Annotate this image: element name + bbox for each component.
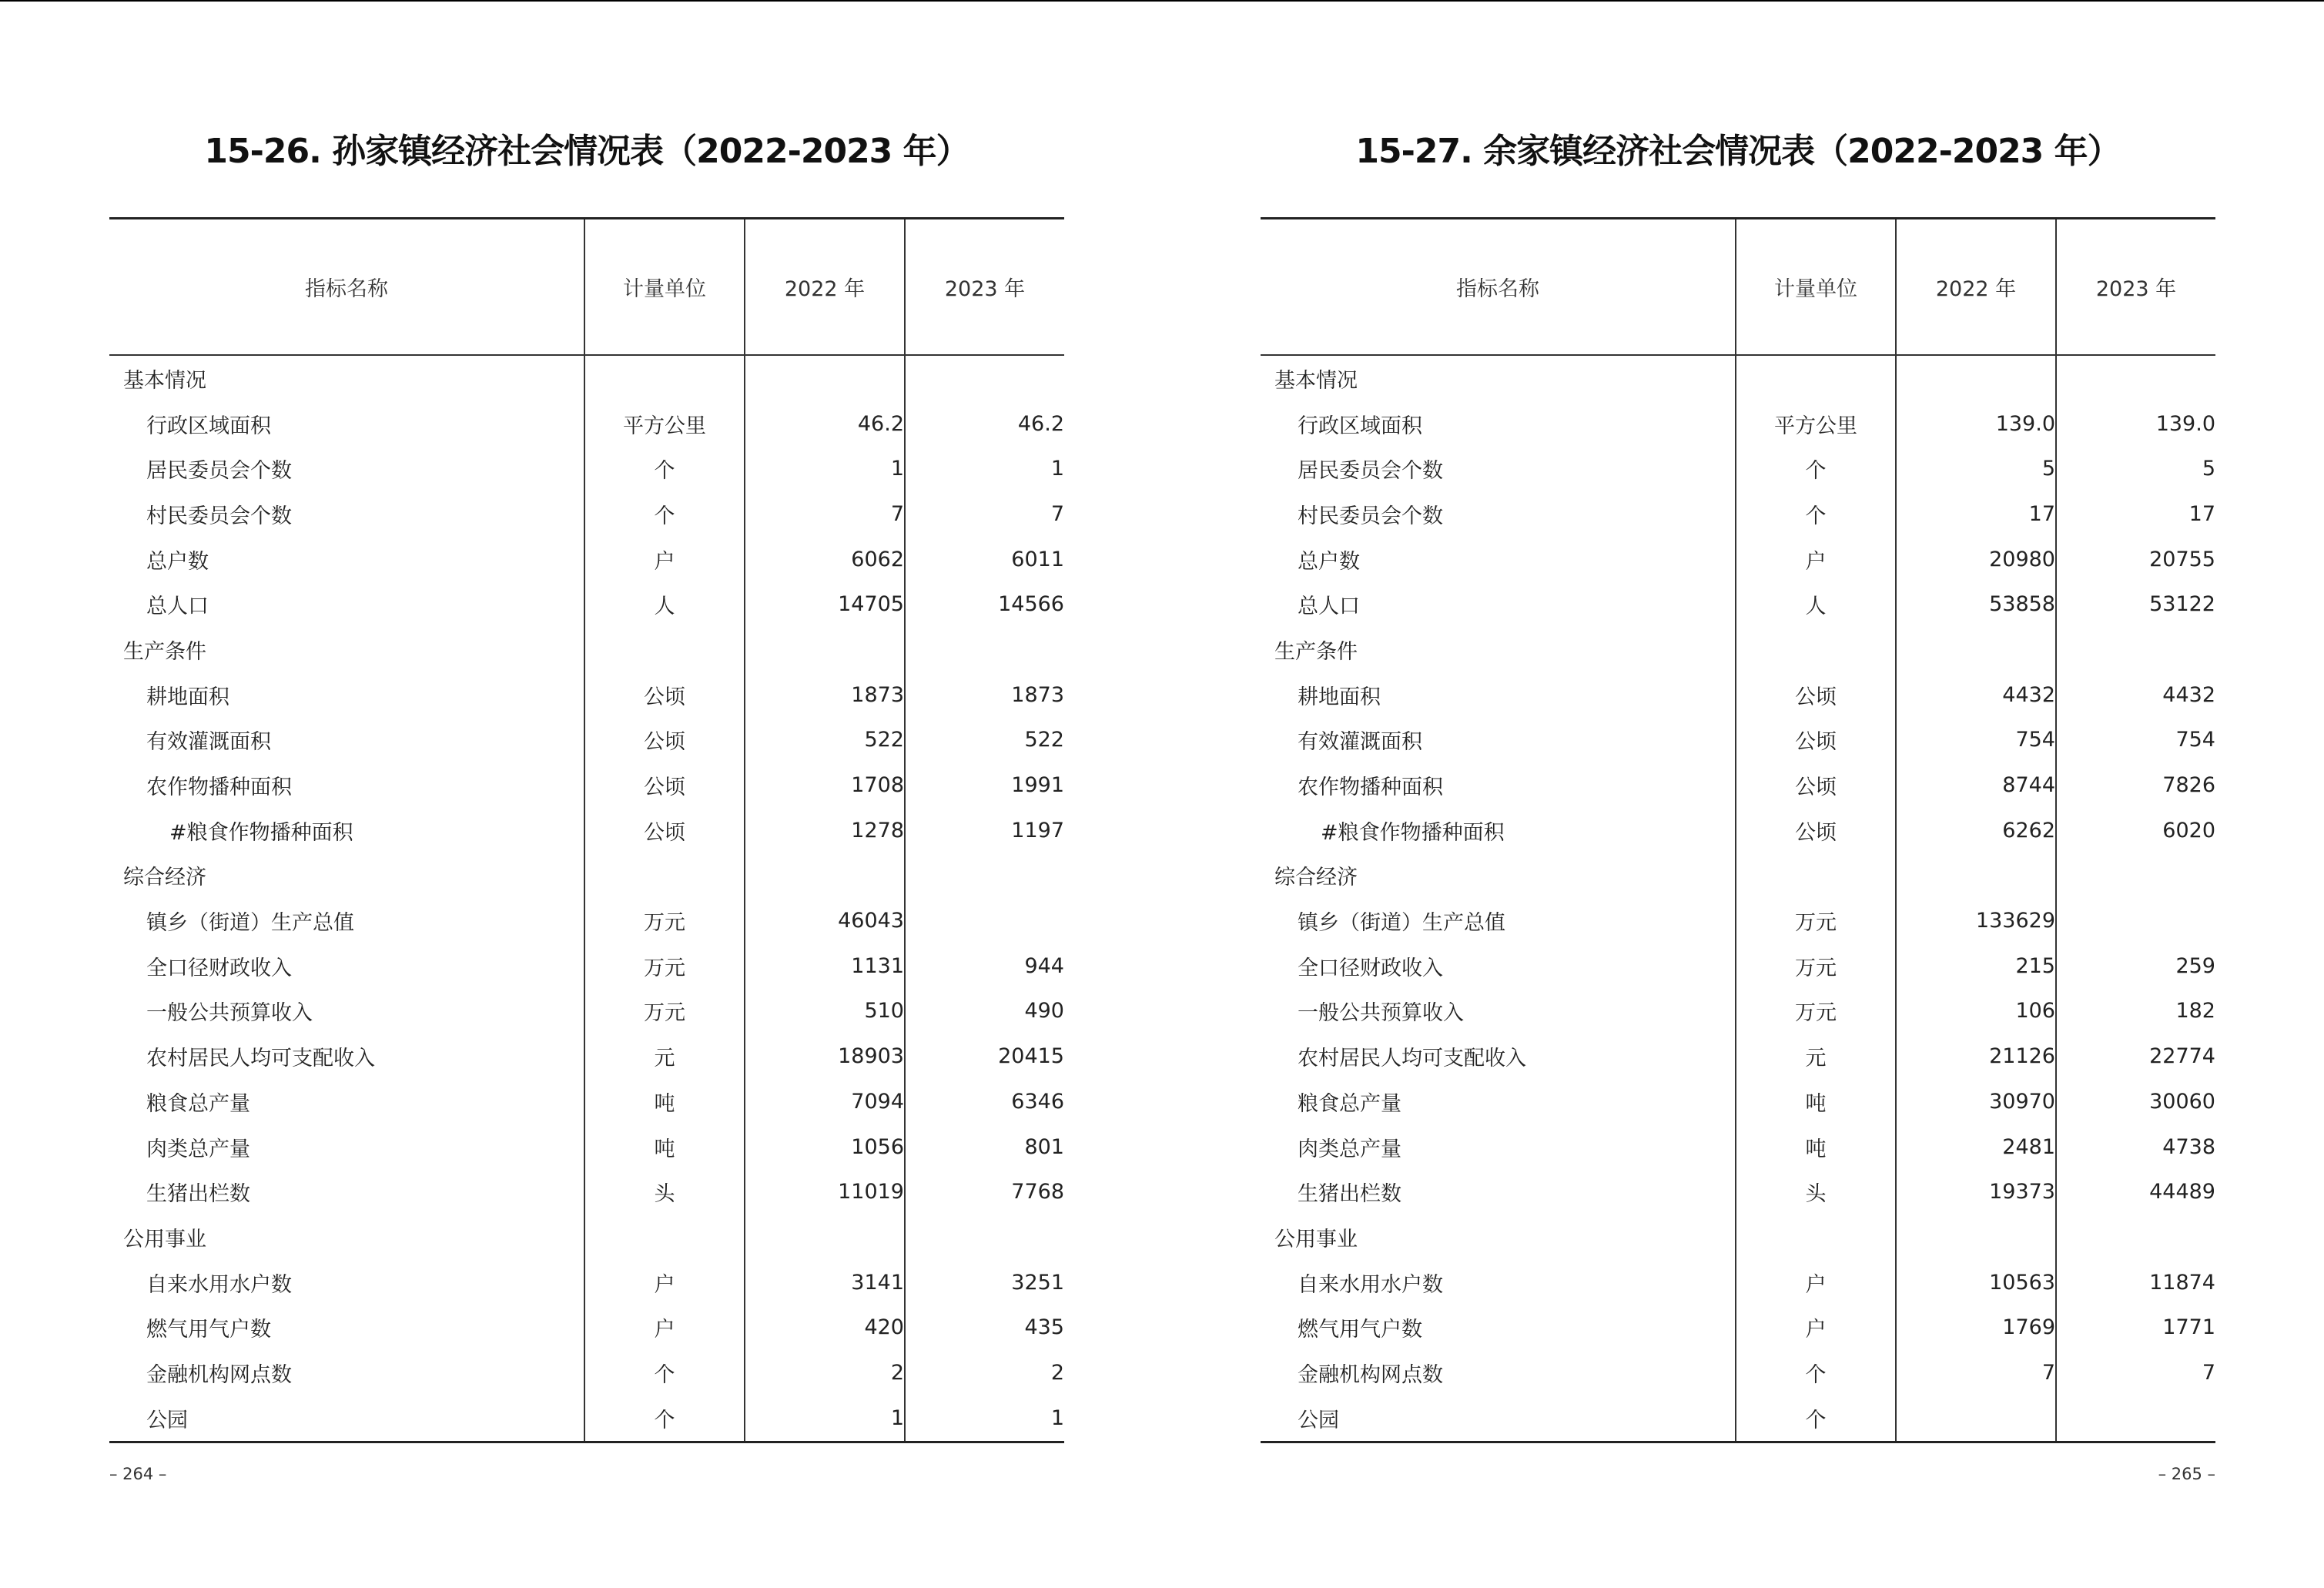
unit-cell: 公顷 [1736,762,1896,808]
indicator-name-cell: 燃气用气户数 [1298,1318,1422,1342]
value-2023-cell: 7 [905,491,1064,537]
indicator-name-cell: 全口径财政收入 [1298,956,1443,980]
unit-cell: 户 [584,1305,745,1350]
value-2022-cell: 14705 [745,581,905,627]
value-2022-cell: 6062 [745,537,905,582]
indicator-name-cell: 行政区域面积 [146,414,271,438]
indicator-name-cell: 肉类总产量 [146,1137,250,1161]
unit-cell: 户 [1736,1260,1896,1305]
table-row [1261,446,2215,491]
left-page [109,0,1064,1588]
value-2023-cell [905,1214,1064,1260]
value-2023-cell: 30060 [2056,1079,2215,1124]
indicator-name-cell: 综合经济 [1274,866,1358,890]
table-row [109,401,1064,447]
indicator-name-cell: 公园 [1298,1408,1339,1432]
value-2022-cell: 7 [1896,1350,2056,1395]
table-row [1261,1395,2215,1442]
unit-cell: 公顷 [584,718,745,763]
table-row [109,808,1064,853]
value-2022-cell: 17 [1896,491,2056,537]
value-2022-cell: 46.2 [745,401,905,447]
statistics-table [109,217,1064,1443]
value-2023-cell: 17 [2056,491,2215,537]
value-2023-cell: 801 [905,1124,1064,1170]
table-row [109,943,1064,989]
table-row [109,1395,1064,1442]
value-2023-cell: 2 [905,1350,1064,1395]
indicator-name-cell: 农作物播种面积 [1298,776,1443,800]
header-year-2022: 2022 年 [1896,219,2056,356]
indicator-name-cell: 总户数 [146,549,209,574]
table-row [1261,1305,2215,1350]
table-row [1261,943,2215,989]
unit-cell: 吨 [584,1124,745,1170]
value-2022-cell: 1873 [745,672,905,718]
unit-cell: 头 [1736,1169,1896,1214]
table-row [109,1260,1064,1305]
table-row [109,762,1064,808]
value-2022-cell [1896,1395,2056,1442]
indicator-name-cell: 一般公共预算收入 [1298,1001,1464,1026]
value-2023-cell: 3251 [905,1260,1064,1305]
value-2022-cell: 1 [745,1395,905,1442]
unit-cell: 个 [1736,446,1896,491]
indicator-name-cell: 金融机构网点数 [1298,1362,1443,1387]
indicator-name-cell: #粮食作物播种面积 [1321,820,1505,845]
table-row [109,1169,1064,1214]
indicator-name-cell: 自来水用水户数 [1298,1272,1443,1297]
indicator-name-cell: 生猪出栏数 [146,1182,250,1207]
unit-cell: 公顷 [584,762,745,808]
table-row [109,898,1064,943]
value-2023-cell [905,355,1064,401]
value-2023-cell: 5 [2056,446,2215,491]
value-2023-cell: 20755 [2056,537,2215,582]
value-2023-cell: 522 [905,718,1064,763]
indicator-name-cell: 农村居民人均可支配收入 [146,1047,375,1071]
header-indicator-name: 指标名称 [1261,219,1736,356]
unit-cell: 个 [584,1395,745,1442]
value-2022-cell [1896,355,2056,401]
unit-cell: 万元 [1736,943,1896,989]
unit-cell: 个 [1736,1350,1896,1395]
indicator-name-cell: 生猪出栏数 [1298,1182,1401,1207]
unit-cell: 户 [584,537,745,582]
table-row [109,989,1064,1034]
value-2022-cell [745,1214,905,1260]
indicator-name-cell: 基本情况 [123,368,206,393]
value-2023-cell [905,853,1064,899]
table-title: 15-27. 余家镇经济社会情况表（2022-2023 年） [1355,132,2121,171]
table-section-row [1261,853,2215,899]
value-2022-cell: 21126 [1896,1034,2056,1079]
page-number: – 265 – [2158,1465,2215,1483]
value-2022-cell: 30970 [1896,1079,2056,1124]
value-2022-cell: 1708 [745,762,905,808]
header-year-2023: 2023 年 [2056,219,2215,356]
indicator-name-cell: 耕地面积 [146,685,229,709]
value-2023-cell [2056,1395,2215,1442]
table-row [1261,581,2215,627]
value-2022-cell [745,355,905,401]
unit-cell: 个 [584,491,745,537]
table-row [109,1124,1064,1170]
value-2022-cell: 53858 [1896,581,2056,627]
unit-cell: 头 [584,1169,745,1214]
value-2023-cell [2056,853,2215,899]
indicator-name-cell: 公用事业 [1274,1227,1358,1251]
value-2023-cell: 259 [2056,943,2215,989]
unit-cell: 吨 [1736,1079,1896,1124]
value-2023-cell: 1873 [905,672,1064,718]
value-2022-cell: 19373 [1896,1169,2056,1214]
table-row [1261,1079,2215,1124]
unit-cell: 万元 [1736,898,1896,943]
value-2022-cell: 1769 [1896,1305,2056,1350]
table-row [109,537,1064,582]
value-2022-cell: 1278 [745,808,905,853]
unit-cell: 元 [1736,1034,1896,1079]
unit-cell: 万元 [584,943,745,989]
indicator-name-cell: 公用事业 [123,1227,206,1251]
indicator-name-cell: 村民委员会个数 [1298,504,1443,528]
value-2023-cell: 6020 [2056,808,2215,853]
value-2022-cell: 1056 [745,1124,905,1170]
value-2022-cell: 133629 [1896,898,2056,943]
unit-cell: 元 [584,1034,745,1079]
indicator-name-cell: 公园 [146,1408,188,1432]
value-2023-cell [2056,898,2215,943]
table-row [109,672,1064,718]
value-2023-cell: 53122 [2056,581,2215,627]
value-2022-cell: 215 [1896,943,2056,989]
table-row [1261,401,2215,447]
value-2023-cell [2056,355,2215,401]
value-2023-cell: 14566 [905,581,1064,627]
value-2023-cell: 1771 [2056,1305,2215,1350]
value-2023-cell: 7 [2056,1350,2215,1395]
unit-cell [1736,355,1896,401]
value-2023-cell: 6011 [905,537,1064,582]
indicator-name-cell: 农村居民人均可支配收入 [1298,1047,1526,1071]
table-row [1261,1124,2215,1170]
value-2022-cell: 3141 [745,1260,905,1305]
header-unit: 计量单位 [584,219,745,356]
table-row [1261,898,2215,943]
value-2022-cell: 6262 [1896,808,2056,853]
value-2023-cell: 182 [2056,989,2215,1034]
indicator-name-cell: 基本情况 [1274,368,1358,393]
page-number: – 264 – [109,1465,167,1483]
value-2022-cell [1896,853,2056,899]
unit-cell: 个 [1736,1395,1896,1442]
indicator-name-cell: 总户数 [1298,549,1360,574]
table-section-row [1261,1214,2215,1260]
table-row [1261,1260,2215,1305]
indicator-name-cell: 金融机构网点数 [146,1362,292,1387]
table-body [109,355,1064,1442]
value-2022-cell: 20980 [1896,537,2056,582]
unit-cell: 人 [1736,581,1896,627]
table-row [109,1079,1064,1124]
value-2022-cell: 754 [1896,718,2056,763]
unit-cell [584,355,745,401]
unit-cell [1736,1214,1896,1260]
unit-cell: 户 [584,1260,745,1305]
header-unit: 计量单位 [1736,219,1896,356]
value-2023-cell [905,627,1064,672]
value-2023-cell: 435 [905,1305,1064,1350]
unit-cell [584,853,745,899]
table-header-row [1261,219,2215,356]
table-row [1261,1350,2215,1395]
unit-cell: 万元 [1736,989,1896,1034]
table-row [1261,1034,2215,1079]
value-2023-cell: 11874 [2056,1260,2215,1305]
value-2023-cell: 20415 [905,1034,1064,1079]
value-2022-cell [745,853,905,899]
table-row [109,718,1064,763]
unit-cell [584,627,745,672]
indicator-name-cell: #粮食作物播种面积 [169,820,353,845]
value-2022-cell: 420 [745,1305,905,1350]
value-2023-cell: 1 [905,1395,1064,1442]
unit-cell: 人 [584,581,745,627]
header-year-2023: 2023 年 [905,219,1064,356]
indicator-name-cell: 居民委员会个数 [1298,459,1443,484]
indicator-name-cell: 镇乡（街道）生产总值 [146,911,354,936]
unit-cell [1736,853,1896,899]
unit-cell: 万元 [584,898,745,943]
value-2023-cell: 44489 [2056,1169,2215,1214]
table-row [1261,491,2215,537]
unit-cell: 公顷 [1736,672,1896,718]
value-2023-cell [2056,1214,2215,1260]
unit-cell [1736,627,1896,672]
table-section-row [1261,627,2215,672]
indicator-name-cell: 镇乡（街道）生产总值 [1298,911,1505,936]
unit-cell: 吨 [584,1079,745,1124]
indicator-name-cell: 全口径财政收入 [146,956,292,980]
value-2022-cell: 1 [745,446,905,491]
value-2022-cell: 10563 [1896,1260,2056,1305]
value-2022-cell: 1131 [745,943,905,989]
indicator-name-cell: 有效灌溉面积 [1298,730,1422,755]
value-2023-cell: 7826 [2056,762,2215,808]
table-row [109,1350,1064,1395]
value-2023-cell [2056,627,2215,672]
value-2022-cell: 2481 [1896,1124,2056,1170]
indicator-name-cell: 燃气用气户数 [146,1318,271,1342]
value-2022-cell [1896,627,2056,672]
indicator-name-cell: 粮食总产量 [146,1091,250,1116]
value-2022-cell: 7 [745,491,905,537]
unit-cell: 户 [1736,1305,1896,1350]
indicator-name-cell: 有效灌溉面积 [146,730,271,755]
value-2022-cell: 46043 [745,898,905,943]
table-row [109,446,1064,491]
indicator-name-cell: 一般公共预算收入 [146,1001,313,1026]
unit-cell: 平方公里 [1736,401,1896,447]
unit-cell: 万元 [584,989,745,1034]
header-year-2022: 2022 年 [745,219,905,356]
indicator-name-cell: 农作物播种面积 [146,776,292,800]
value-2023-cell: 22774 [2056,1034,2215,1079]
value-2023-cell: 6346 [905,1079,1064,1124]
unit-cell: 公顷 [1736,808,1896,853]
value-2022-cell [1896,1214,2056,1260]
value-2022-cell: 18903 [745,1034,905,1079]
table-row [109,581,1064,627]
value-2022-cell: 139.0 [1896,401,2056,447]
value-2023-cell [905,898,1064,943]
indicator-name-cell: 生产条件 [123,639,206,664]
value-2022-cell: 11019 [745,1169,905,1214]
value-2022-cell: 4432 [1896,672,2056,718]
table-section-row [109,1214,1064,1260]
indicator-name-cell: 村民委员会个数 [146,504,292,528]
value-2023-cell: 1991 [905,762,1064,808]
unit-cell: 个 [584,1350,745,1395]
indicator-name-cell: 肉类总产量 [1298,1137,1401,1161]
table-row [1261,672,2215,718]
value-2022-cell: 7094 [745,1079,905,1124]
value-2023-cell: 4432 [2056,672,2215,718]
table-section-row [1261,355,2215,401]
value-2022-cell: 106 [1896,989,2056,1034]
table-row [109,1305,1064,1350]
table-row [1261,762,2215,808]
table-section-row [109,627,1064,672]
indicator-name-cell: 粮食总产量 [1298,1091,1401,1116]
unit-cell: 公顷 [584,808,745,853]
unit-cell: 个 [1736,491,1896,537]
value-2022-cell: 8744 [1896,762,2056,808]
right-page [1261,0,2215,1588]
indicator-name-cell: 总人口 [146,595,209,619]
table-title: 15-26. 孙家镇经济社会情况表（2022-2023 年） [204,132,969,171]
unit-cell: 个 [584,446,745,491]
unit-cell [584,1214,745,1260]
table-section-row [109,355,1064,401]
unit-cell: 公顷 [584,672,745,718]
value-2023-cell: 4738 [2056,1124,2215,1170]
table-row [109,491,1064,537]
value-2023-cell: 490 [905,989,1064,1034]
value-2022-cell [745,627,905,672]
value-2023-cell: 1 [905,446,1064,491]
table-body [1261,355,2215,1442]
statistics-table [1261,217,2215,1443]
table-row [1261,718,2215,763]
value-2023-cell: 7768 [905,1169,1064,1214]
value-2023-cell: 754 [2056,718,2215,763]
unit-cell: 吨 [1736,1124,1896,1170]
indicator-name-cell: 综合经济 [123,866,206,890]
value-2022-cell: 510 [745,989,905,1034]
indicator-name-cell: 自来水用水户数 [146,1272,292,1297]
table-row [1261,537,2215,582]
indicator-name-cell: 行政区域面积 [1298,414,1422,438]
value-2023-cell: 1197 [905,808,1064,853]
value-2023-cell: 46.2 [905,401,1064,447]
value-2022-cell: 2 [745,1350,905,1395]
unit-cell: 户 [1736,537,1896,582]
table-row [1261,1169,2215,1214]
table-row [1261,808,2215,853]
table-header-row [109,219,1064,356]
indicator-name-cell: 总人口 [1298,595,1360,619]
unit-cell: 平方公里 [584,401,745,447]
value-2023-cell: 944 [905,943,1064,989]
header-indicator-name: 指标名称 [109,219,584,356]
indicator-name-cell: 耕地面积 [1298,685,1381,709]
value-2023-cell: 139.0 [2056,401,2215,447]
value-2022-cell: 5 [1896,446,2056,491]
indicator-name-cell: 居民委员会个数 [146,459,292,484]
value-2022-cell: 522 [745,718,905,763]
table-row [1261,989,2215,1034]
unit-cell: 公顷 [1736,718,1896,763]
table-section-row [109,853,1064,899]
indicator-name-cell: 生产条件 [1274,639,1358,664]
table-row [109,1034,1064,1079]
